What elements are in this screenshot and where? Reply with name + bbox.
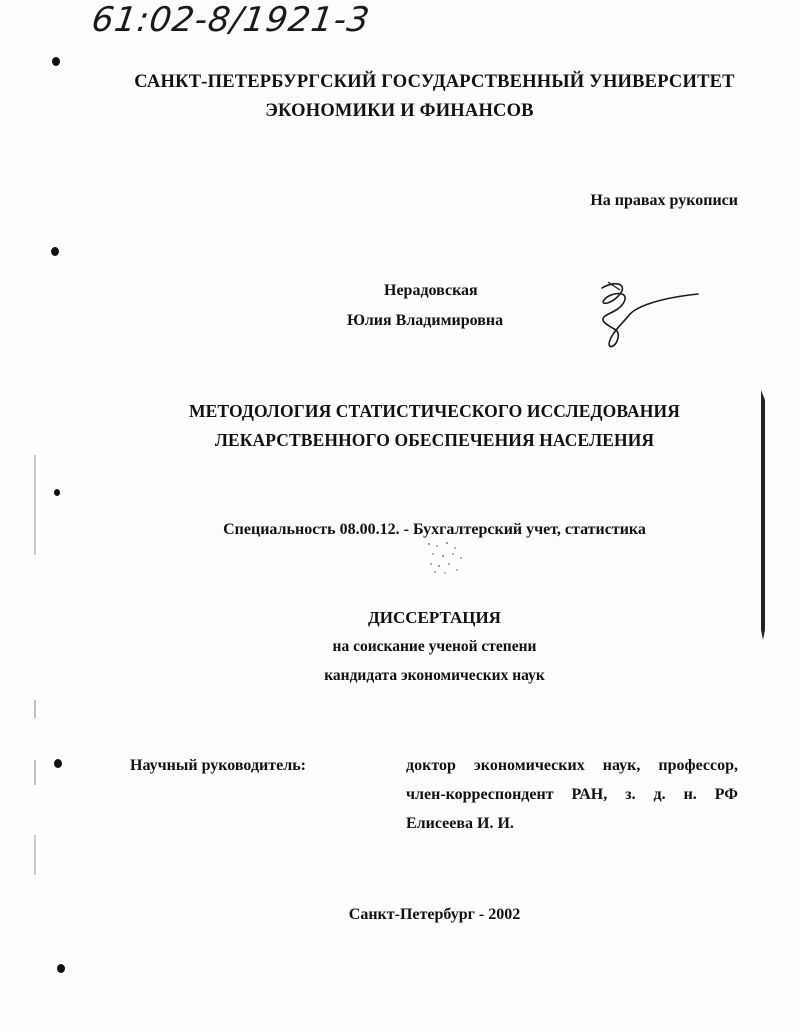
margin-dot <box>54 759 62 768</box>
dissertation-degree-line1: на соискание ученой степени <box>332 638 537 655</box>
scan-artifact <box>34 455 36 555</box>
supervisor-label: Научный руководитель: <box>130 757 306 774</box>
margin-dot <box>51 247 59 256</box>
specialty: Специальность 08.00.12. - Бухгалтерский учет, статистика <box>223 521 646 538</box>
margin-dot <box>54 489 60 496</box>
author-name: Юлия Владимировна <box>347 312 504 329</box>
dissertation-title-line1: МЕТОДОЛОГИЯ СТАТИСТИЧЕСКОГО ИССЛЕДОВАНИЯ <box>189 401 680 421</box>
scan-artifact <box>34 760 36 785</box>
dissertation-heading: ДИССЕРТАЦИЯ <box>368 608 501 627</box>
supervisor-name: Елисеева И. И. <box>406 815 514 832</box>
dissertation-degree-line2: кандидата экономических наук <box>324 667 545 684</box>
scan-artifact <box>34 835 36 875</box>
margin-dot <box>57 964 65 973</box>
city-year: Санкт-Петербург - 2002 <box>348 906 521 923</box>
supervisor-title: член-корреспондент РАН, з. д. н. РФ <box>406 786 738 803</box>
university-name-line1: САНКТ-ПЕТЕРБУРГСКИЙ ГОСУДАРСТВЕННЫЙ УНИВЕРСИТЕТ <box>134 72 735 92</box>
dissertation-title-line2: ЛЕКАРСТВЕННОГО ОБЕСПЕЧЕНИЯ НАСЕЛЕНИЯ <box>214 430 655 450</box>
author-surname: Нерадовская <box>384 282 478 299</box>
manuscript-rights: На правах рукописи <box>590 192 738 209</box>
scan-artifact <box>34 700 36 718</box>
university-name-line2: ЭКОНОМИКИ И ФИНАНСОВ <box>265 101 534 121</box>
supervisor-details <box>406 757 738 844</box>
margin-dot <box>52 57 60 66</box>
scan-dots-artifact <box>425 540 465 576</box>
supervisor-degree: доктор экономических наук, профессор, <box>406 757 738 774</box>
scan-edge-artifact <box>760 390 766 640</box>
author-signature <box>590 278 705 358</box>
archive-code: 61:02-8/1921-3 <box>89 0 373 40</box>
